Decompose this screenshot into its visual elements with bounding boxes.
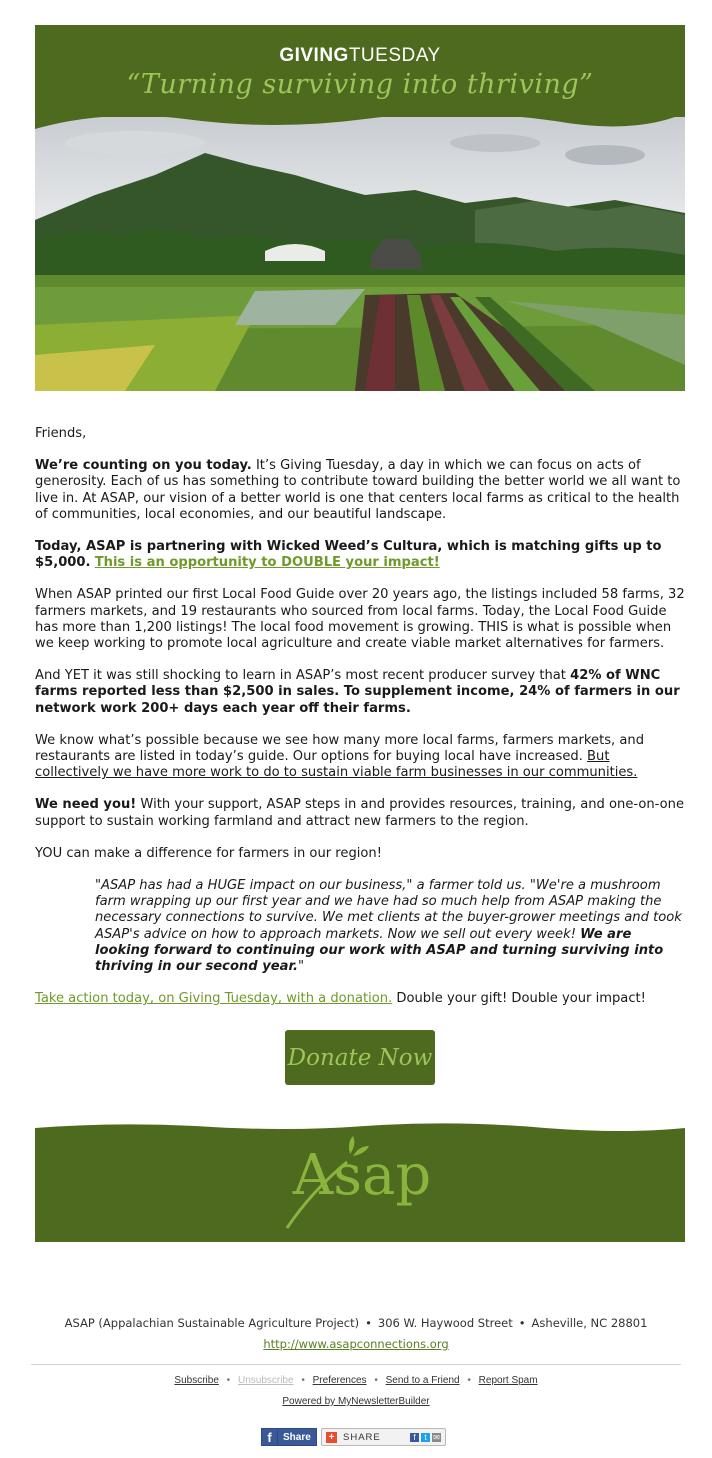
asap-logo: Asap [292, 1143, 432, 1208]
footer-links: Subscribe • Unsubscribe • Preferences • Send to a Friend • Report Spam [174, 1375, 538, 1386]
send-to-friend-link[interactable]: Send to a Friend [385, 1375, 460, 1386]
email-body [35, 426, 687, 1023]
paragraph-cta: Take action today, on Giving Tuesday, with a donation. Double your gift! Double your impact! [35, 991, 646, 1007]
giving-tuesday-logo: GIVINGTUESDAY [279, 45, 441, 66]
farmer-quote: "ASAP has had a HUGE impact on our business," a farmer told us. "We're a mushroom farm wrapping up our first year and we have had so much help from ASAP making the necessary connections to survive. We met clients at the buyer-grower meetings and took ASAP's advice on how to approach markets. Now we sell out every week! We are looking forward to continuing our work with ASAP and turning surviving into thriving in our second year." [95, 878, 682, 975]
facebook-icon: f [262, 1430, 278, 1445]
powered-by [0, 1396, 712, 1407]
social-share-bar [261, 1428, 446, 1446]
paragraph-more-work: We know what’s possible because we see how many more local farms, farmers markets, and restaurants are listed in today’s guide. Our options for buying local have increased. But collectively we have more work to do to sustain viable farm businesses in our communities. [35, 732, 645, 781]
footer-url [0, 1337, 712, 1351]
website-link[interactable]: http://www.asapconnections.org [263, 1337, 449, 1351]
unsubscribe-link[interactable]: Unsubscribe [237, 1375, 294, 1386]
subscribe-link[interactable]: Subscribe [174, 1375, 219, 1386]
facebook-small-icon: f [410, 1433, 419, 1442]
hero-banner [35, 25, 685, 391]
paragraph-intro: We’re counting on you today. It’s Giving Tuesday, a day in which we can focus on acts of generosity. Each of us has something to contribute toward building the better world we all want to live in. At ASAP, our vision of a better world is one that centers local farms as critical to the health of communities, local economies, and our beautiful landscape. [35, 458, 681, 522]
powered-by-link[interactable]: Powered by MyNewsletterBuilder [282, 1396, 430, 1407]
addthis-share-button[interactable]: + SHARE f t ✉ [321, 1428, 446, 1446]
plus-icon: + [326, 1432, 337, 1443]
paragraph-matching: Today, ASAP is partnering with Wicked Weed’s Cultura, which is matching gifts up to $5,000. This is an opportunity to DOUBLE your impact! [35, 539, 662, 571]
twitter-icon: t [421, 1433, 430, 1442]
paragraph-survey: And YET it was still shocking to learn in ASAP’s most recent producer survey that 42% of WNC farms reported less than $2,500 in sales. To supplement income, 24% of farmers in our network work 200+ days each year off their farms. [35, 668, 680, 716]
email-icon: ✉ [433, 1432, 440, 1442]
footer-address: ASAP (Appalachian Sustainable Agriculture Project) • 306 W. Haywood Street • Asheville, NC 28801 [64, 1316, 648, 1330]
divider [31, 1364, 681, 1365]
double-impact-link[interactable]: This is an opportunity to DOUBLE your impact! [94, 555, 440, 571]
paragraph-make-difference: YOU can make a difference for farmers in our region! [35, 845, 382, 861]
paragraph-local-food-guide: When ASAP printed our first Local Food Guide over 20 years ago, the listings included 58 farms, 32 farmers markets, and 19 restaurants who sourced from local farms. Today, the Local Food Guide has more than 1,200 listings! The local food movement is growing. THIS is what is possible when we keep working to promote local agriculture and create viable market alternatives for farmers. [35, 587, 685, 652]
facebook-share-button[interactable]: f Share [261, 1428, 317, 1446]
take-action-link[interactable]: Take action today, on Giving Tuesday, with a donation. [35, 991, 393, 1007]
greeting: Friends, [35, 426, 87, 441]
tagline: “Turning surviving into thriving” [126, 69, 594, 100]
paragraph-need-you: We need you! With your support, ASAP steps in and provides resources, training, and one-on-one support to sustain working farmland and attract new farmers to the region. [35, 797, 685, 829]
donate-now-button[interactable]: Donate Now [285, 1030, 435, 1085]
report-spam-link[interactable]: Report Spam [478, 1375, 538, 1386]
preferences-link[interactable]: Preferences [312, 1375, 367, 1386]
